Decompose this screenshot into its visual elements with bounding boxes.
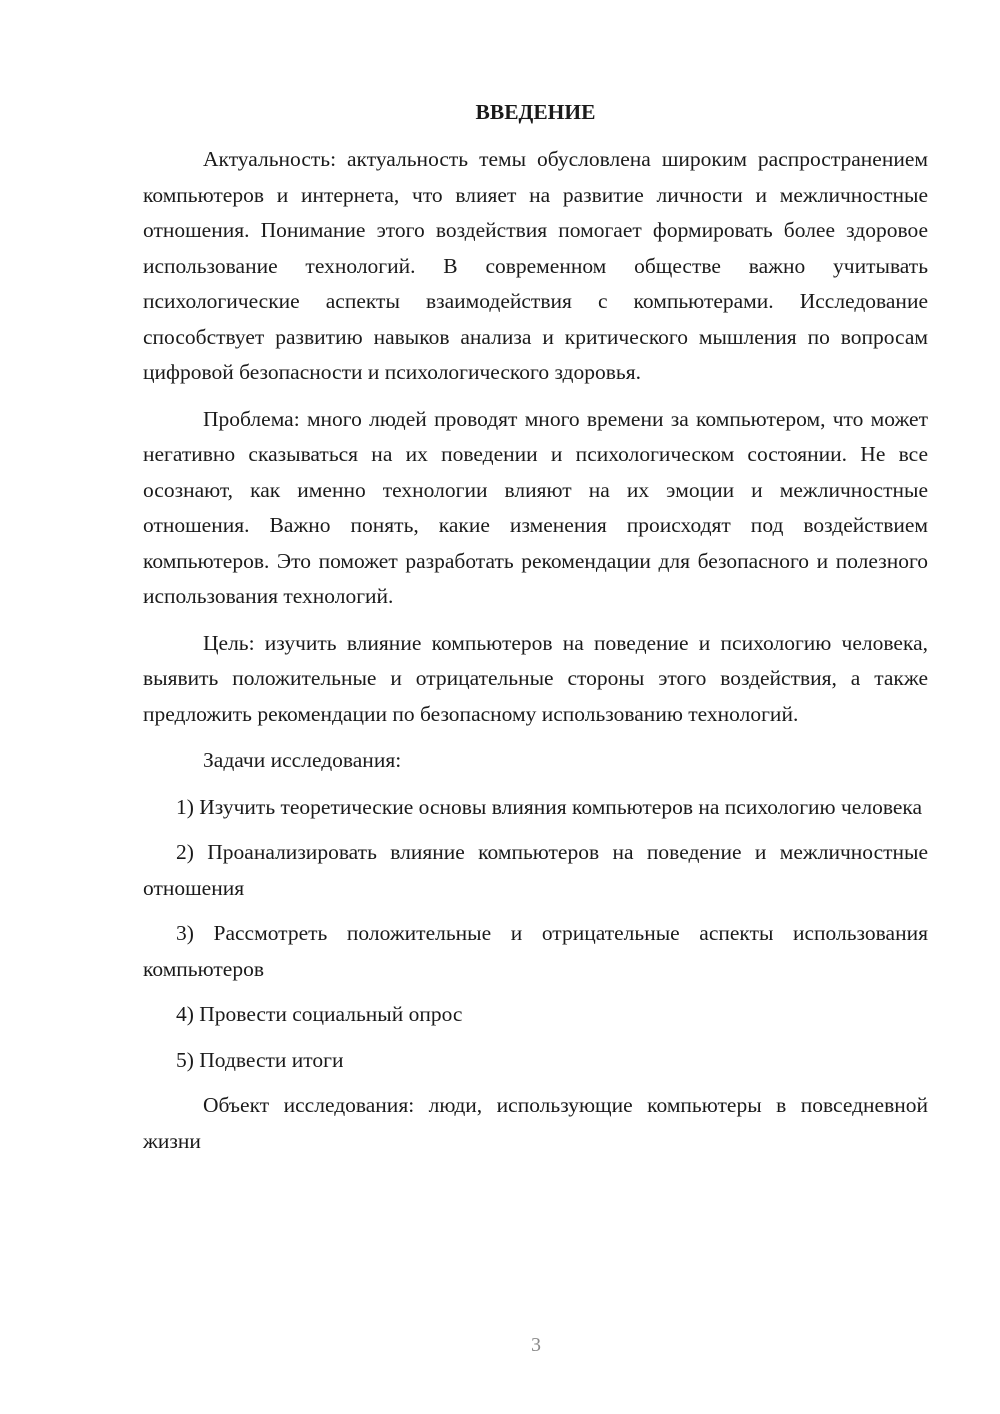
tasks-title: Задачи исследования:: [203, 748, 402, 772]
task-item-1: 1) Изучить теоретические основы влияния компьютеров на психологию человека: [176, 794, 923, 819]
paragraph-object: Объект исследования: люди, использующие компьютеры в повседневной жизни: [143, 1093, 928, 1153]
page-content: [143, 94, 928, 1170]
page-number: 3: [531, 1334, 541, 1356]
task-item-5: 5) Подвести итоги: [176, 1047, 344, 1072]
paragraph-relevance: Актуальность: актуальность темы обусловлена широким распространением компьютеров и интернета, что влияет на развитие личности и межличностные отношения. Понимание этого воздействия помогает формировать более здоровое использование технологий. В современном обществе важно учитывать психологические аспекты взаимодействия с компьютерами. Исследование способствует развитию навыков анализа и критического мышления по вопросам цифровой безопасности и психологического здоровья.: [143, 147, 928, 384]
task-item-3: 3) Рассмотреть положительные и отрицательные аспекты использования компьютеров: [143, 921, 928, 981]
paragraph-problem: Проблема: много людей проводят много времени за компьютером, что может негативно сказываться на их поведении и психологическом состоянии. Не все осознают, как именно технологии влияют на их эмоции и межличностные отношения. Важно понять, какие изменения происходят под воздействием компьютеров. Это поможет разработать рекомендации для безопасного и полезного использования технологий.: [143, 406, 928, 608]
task-item-2: 2) Проанализировать влияние компьютеров на поведение и межличностные отношения: [143, 840, 928, 900]
tasks-list: [143, 790, 928, 1079]
paragraph-goal: Цель: изучить влияние компьютеров на поведение и психологию человека, выявить положительные и отрицательные стороны этого воздействия, а также предложить рекомендации по безопасному использованию технологий.: [143, 630, 928, 726]
task-item-4: 4) Провести социальный опрос: [176, 1002, 463, 1026]
section-heading: ВВЕДЕНИЕ: [475, 100, 596, 124]
